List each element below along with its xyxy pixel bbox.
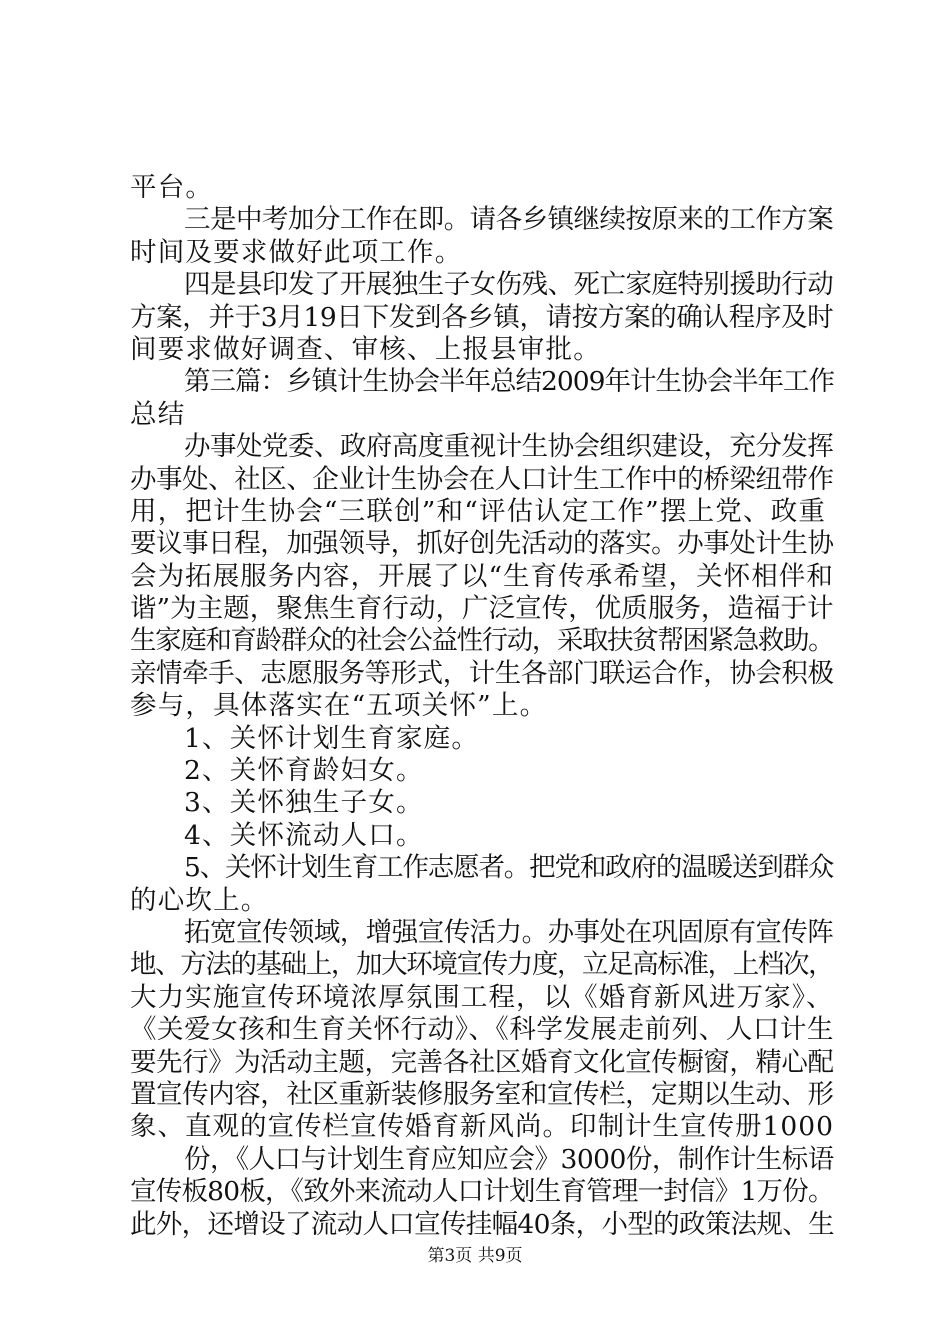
text-line: 2、关怀育龄妇女。 bbox=[184, 755, 424, 787]
text-line: 3、关怀独生子女。 bbox=[184, 787, 424, 819]
text-line: 宣传板80板，《致外来流动人口计划生育管理一封信》1万份。 bbox=[130, 1176, 834, 1208]
text-line: 象、直观的宣传栏宣传婚育新风尚。印制计生宣传册1000 bbox=[130, 1111, 834, 1143]
text-line: 办事处、社区、企业计生协会在人口计生工作中的桥梁纽带作 bbox=[130, 463, 834, 495]
text-line: 地、方法的基础上，加大环境宣传力度，立足高标准，上档次， bbox=[130, 949, 834, 981]
text-line: 大力实施宣传环境浓厚氛围工程，以《婚育新风进万家》、 bbox=[130, 981, 834, 1013]
text-line: 办事处党委、政府高度重视计生协会组织建设，充分发挥 bbox=[184, 431, 834, 463]
text-line: 要议事日程，加强领导，抓好创先活动的落实。办事处计生协 bbox=[130, 528, 834, 560]
text-line: 生家庭和育龄群众的社会公益性行动，采取扶贫帮困紧急救助。 bbox=[130, 625, 834, 657]
text-line: 参与，具体落实在“五项关怀”上。 bbox=[130, 690, 548, 722]
page-number-footer: 第3页 共9页 bbox=[427, 1246, 523, 1266]
text-line: 份，《人口与计划生育应知应会》3000份，制作计生标语 bbox=[184, 1143, 834, 1175]
text-line: 会为拓展服务内容，开展了以“生育传承希望，关怀相伴和 bbox=[130, 560, 834, 592]
text-line: 间要求做好调查、审核、上报县审批。 bbox=[130, 333, 601, 365]
text-line: 亲情牵手、志愿服务等形式，计生各部门联运合作，协会积极 bbox=[130, 657, 834, 689]
text-line: 谐”为主题，聚焦生育行动，广泛宣传，优质服务，造福于计 bbox=[130, 593, 834, 625]
text-line: 方案，并于3月19日下发到各乡镇，请按方案的确认程序及时 bbox=[130, 301, 834, 333]
text-line: 时间及要求做好此项工作。 bbox=[130, 236, 463, 268]
text-line: 的心坎上。 bbox=[130, 884, 269, 916]
text-line: 《关爱女孩和生育关怀行动》、《科学发展走前列、人口计生 bbox=[130, 1014, 835, 1046]
text-line: 要先行》为活动主题，完善各社区婚育文化宣传橱窗，精心配 bbox=[130, 1046, 834, 1078]
document-body bbox=[130, 172, 835, 1241]
text-line: 1、关怀计划生育家庭。 bbox=[184, 722, 480, 754]
text-line: 5、关怀计划生育工作志愿者。把党和政府的温暖送到群众 bbox=[184, 852, 834, 884]
text-line: 置宣传内容，社区重新装修服务室和宣传栏，定期以生动、形 bbox=[130, 1078, 834, 1110]
text-line: 总结 bbox=[130, 398, 186, 430]
text-line: 三是中考加分工作在即。请各乡镇继续按原来的工作方案 bbox=[184, 204, 834, 236]
text-line: 四是县印发了开展独生子女伤残、死亡家庭特别援助行动 bbox=[184, 269, 834, 301]
text-line: 用，把计生协会“三联创”和“评估认定工作”摆上党、政重 bbox=[130, 495, 827, 527]
text-line: 此外，还增设了流动人口宣传挂幅40条，小型的政策法规、生 bbox=[130, 1208, 834, 1240]
text-line: 4、关怀流动人口。 bbox=[184, 819, 424, 851]
text-line: 第三篇：乡镇计生协会半年总结2009年计生协会半年工作 bbox=[184, 366, 834, 398]
text-line: 拓宽宣传领域，增强宣传活力。办事处在巩固原有宣传阵 bbox=[184, 916, 834, 948]
text-line: 平台。 bbox=[130, 172, 214, 203]
